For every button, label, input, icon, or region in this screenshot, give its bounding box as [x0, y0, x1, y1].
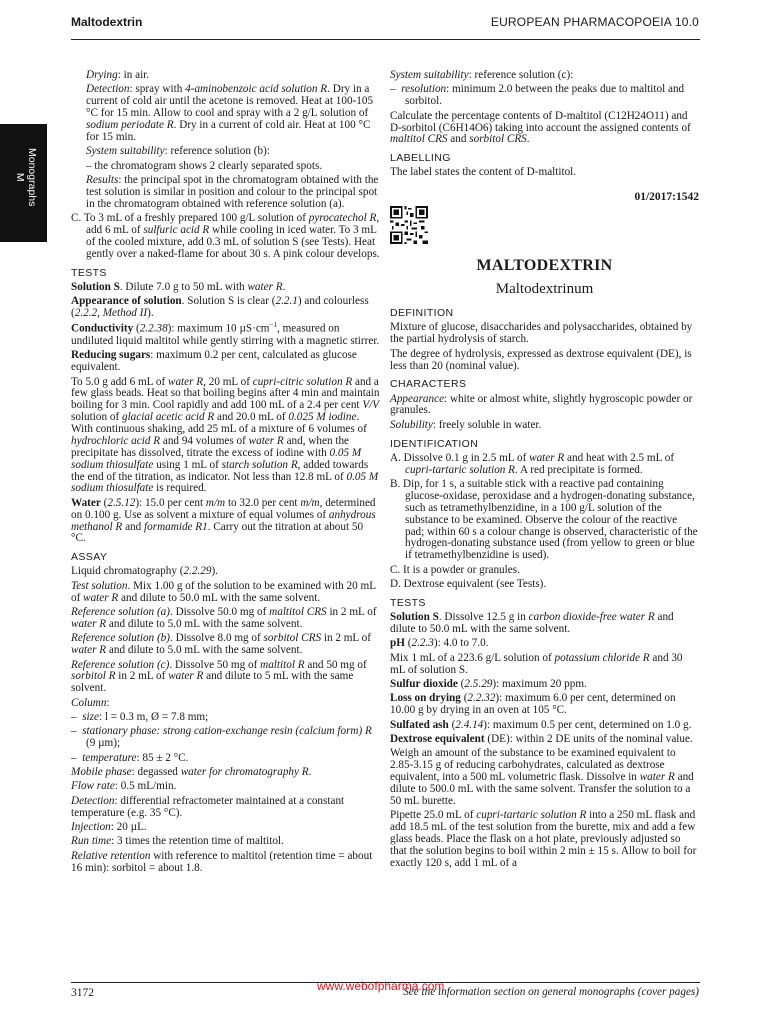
column-temperature: – temperature: 85 ± 2 °C.: [71, 751, 189, 764]
drying-line: Drying: in air.: [86, 69, 150, 81]
calculation-para: Calculate the percentage contents of D-maltitol (C12H24O11) and D-sorbitol (C6H14O6) taking into account the assigned contents of maltitol CRS and sorbitol CRS.: [390, 109, 691, 146]
test-solution-para: Test solution. Mix 1.00 g of the solution to be examined with 20 mL of water R and dilute to 50.0 mL with the same solvent.: [71, 579, 376, 604]
page-number: 3172: [71, 987, 94, 999]
loss-on-drying-line: Loss on drying (2.2.32): maximum 6.0 per cent, determined on 10.00 g by drying in an oven at 105 °C.: [390, 692, 676, 717]
side-tab-line1: Monographs: [26, 148, 38, 207]
definition-heading: DEFINITION: [390, 307, 454, 320]
system-suitability-line: System suitability: reference solution (b):: [86, 145, 270, 158]
sulfur-dioxide-line: Sulfur dioxide (2.5.29): maximum 20 ppm.: [390, 677, 587, 690]
running-header-title: Maltodextrin: [71, 15, 143, 29]
detection-line: Detection: differential refractometer maintained at a constant temperature (e.g. 35 °C).: [71, 794, 345, 819]
reference-solution-b: Reference solution (b). Dissolve 8.0 mg of sorbitol CRS in 2 mL of water R and dilute to 5.0 mL with the same solvent.: [71, 632, 371, 657]
header-rule: [71, 39, 700, 40]
ph-line: pH (2.2.3): 4.0 to 7.0.: [390, 637, 489, 650]
solubility-line: Solubility: freely soluble in water.: [390, 418, 542, 431]
characters-heading: CHARACTERS: [390, 378, 467, 391]
identification-c: C. To 3 mL of a freshly prepared 100 g/L solution of pyrocatechol R, add 6 mL of sulfuric acid R while cooling in iced water. To 3 mL of the cooled mixture, add 0.3 mL of solution S (see Tests). Heat gently over a naked-flame for about 30 s. A pink colour develops.: [71, 212, 380, 260]
relative-retention-line: Relative retention with reference to maltitol (retention time = about 16 min): sorbitol = about 1.8.: [71, 849, 373, 874]
labelling-heading: LABELLING: [390, 152, 451, 165]
detection-para: Detection: spray with 4-aminobenzoic acid solution R. Dry in a current of cold air until the acetone is removed. Heat at 100-105 °C for 15 min. Allow to cool and spray with a 2 g/L solution of sodium periodate R. Dry in a current of cold air. Heat at 100 °C for 15 min.: [86, 83, 374, 143]
tests-heading: TESTS: [71, 266, 107, 279]
column-stationary-phase: – stationary phase: strong cation-exchange resin (calcium form) R (9 µm);: [71, 725, 372, 750]
monograph-reference-number: 01/2017:1542: [634, 191, 699, 204]
monograph-latin-title: Maltodextrinum: [495, 281, 594, 298]
ph-procedure: Mix 1 mL of a 223.6 g/L solution of potassium chloride R and 30 mL of solution S.: [390, 651, 683, 676]
side-tab-label: [14, 148, 38, 206]
dextrose-equivalent-line: Dextrose equivalent (DE): within 2 DE units of the nominal value.: [390, 732, 693, 745]
results-para: Results: the principal spot in the chromatogram obtained with the test solution is similar in position and colour to the principal spot in the chromatogram obtained with reference solution (a).: [86, 174, 379, 210]
qr-code-row: [390, 206, 699, 256]
assay-heading: ASSAY: [71, 551, 108, 564]
sulfated-ash-line: Sulfated ash (2.4.14): maximum 0.5 per cent, determined on 1.0 g.: [390, 718, 692, 731]
watermark-link[interactable]: www.webofpharma.com: [317, 979, 445, 993]
dextrose-equivalent-procedure: Weigh an amount of the substance to be examined equivalent to 2.85-3.15 g of reducing carbohydrates, calculated as dextrose equivalent, into a 500 mL volumetric flask. Dissolve in water R and dilute to 500.0 mL with the same solvent. Transfer the solution to a 50 mL burette.: [390, 747, 694, 807]
run-time-line: Run time: 3 times the retention time of maltitol.: [71, 835, 284, 848]
system-suitability-c: System suitability: reference solution (c):: [390, 69, 574, 81]
reducing-sugars-para: Reducing sugars: maximum 0.2 per cent, calculated as glucose equivalent.: [71, 349, 357, 374]
identification-a: A. Dissolve 0.1 g in 2.5 mL of water R and heat with 2.5 mL of cupri-tartaric solution R. A red precipitate is formed.: [390, 451, 675, 476]
left-column: [71, 70, 380, 877]
resolution-item: – resolution: minimum 2.0 between the peaks due to maltitol and sorbitol.: [390, 83, 685, 108]
solution-s-para: Solution S. Dilute 7.0 g to 50 mL with water R.: [71, 280, 286, 293]
appearance-para: Appearance of solution. Solution S is clear (2.2.1) and colourless (2.2.2, Method II).: [71, 295, 369, 319]
right-column: [390, 70, 699, 872]
conductivity-para: Conductivity (2.2.38): maximum 10 $\mu S\cdot cm^{-1}$, measured on undiluted liquid maltitol while gently stirring with a magnetic stirrer.: [71, 321, 380, 347]
mobile-phase-line: Mobile phase: degassed water for chromatography R.: [71, 766, 312, 779]
injection-line: Injection: 20 µL.: [71, 821, 147, 834]
identification-c: C. It is a powder or granules.: [390, 563, 520, 576]
reference-solution-a: Reference solution (a). Dissolve 50.0 mg of maltitol CRS in 2 mL of water R and dilute to 5.0 mL with the same solvent.: [71, 606, 377, 630]
system-suitability-item: – the chromatogram shows 2 clearly separated spots.: [86, 159, 323, 172]
tests-heading-right: TESTS: [390, 596, 426, 609]
qr-code-icon: [390, 206, 428, 244]
definition-para-2: The degree of hydrolysis, expressed as dextrose equivalent (DE), is less than 20 (nominal value).: [390, 347, 692, 372]
side-tab-line2: M: [13, 172, 26, 182]
appearance-line: Appearance: white or almost white, slightly hygroscopic powder or granules.: [390, 392, 693, 417]
column-line: Column:: [71, 696, 110, 709]
solution-s-right: Solution S. Dissolve 12.5 g in carbon dioxide-free water R and dilute to 50.0 mL with the same solvent.: [390, 611, 674, 635]
footer-note: See the information section on general monographs (cover pages): [403, 986, 699, 998]
identification-heading: IDENTIFICATION: [390, 437, 479, 450]
reducing-sugars-procedure: To 5.0 g add 6 mL of water R, 20 mL of cupri-citric solution R and a few glass beads. Heat so that boiling begins after 4 min and maintain boiling for 3 min. Cool rapidly and add 100 mL of a 2.4 per cent V/V solution of glacial acetic acid R and 20.0 mL of 0.025 M iodine. With continuous shaking, add 25 mL of a mixture of 6 volumes of hydrochloric acid R and 94 volumes of water R and, when the precipitate has dissolved, titrate the excess of iodine with 0.05 M sodium thiosulfate using 1 mL of starch solution R, added towards the end of the titration, as indicator. Not less than 12.8 mL of 0.05 M sodium thiosulfate is required.: [71, 375, 380, 495]
labelling-text: The label states the content of D-maltitol.: [390, 166, 577, 179]
reference-solution-c: Reference solution (c). Dissolve 50 mg of maltitol R and 50 mg of sorbitol R in 2 mL of water R and dilute to 5 mL with the same solvent.: [71, 658, 367, 695]
monograph-title: MALTODEXTRIN: [476, 257, 613, 275]
running-header-publication: EUROPEAN PHARMACOPOEIA 10.0: [490, 15, 699, 29]
water-para: Water (2.5.12): 15.0 per cent m/m to 32.0 per cent m/m, determined on 0.100 g. Use as solvent a mixture of equal volumes of anhydrous methanol R and formamide R1. Carry out the titration at about 50 °C.: [71, 496, 376, 545]
identification-d: D. Dextrose equivalent (see Tests).: [390, 578, 547, 591]
pipette-procedure: Pipette 25.0 mL of cupri-tartaric solution R into a 250 mL flask and add 18.5 mL of the test solution from the burette, mix and add a few glass beads. Place the flask on a hot plate, previously adjusted so that the solution begins to boil within 2 min ± 15 s. Allow to boil for exactly 120 s, add 1 mL of a: [390, 809, 697, 869]
monographs-side-tab: [0, 124, 47, 242]
liquid-chromatography-line: Liquid chromatography (2.2.29).: [71, 565, 218, 578]
definition-para-1: Mixture of glucose, disaccharides and polysaccharides, obtained by the partial hydrolysis of starch.: [390, 321, 693, 346]
column-size: – size: l = 0.3 m, Ø = 7.8 mm;: [71, 711, 209, 724]
flow-rate-line: Flow rate: 0.5 mL/min.: [71, 780, 177, 793]
identification-b: B. Dip, for 1 s, a suitable stick with a reactive pad containing glucose-oxidase, peroxidase and a hydrogen-donating substance, such as tetramethylbenzidine, in a 100 g/L solution of the substance to be examined. Observe the colour of the reactive pad; within 60 s a colour change is observed, characteristic of the hydrogen-donating substance used (from yellow to green or blue if tetramethylbenzidine is used).: [390, 478, 698, 562]
